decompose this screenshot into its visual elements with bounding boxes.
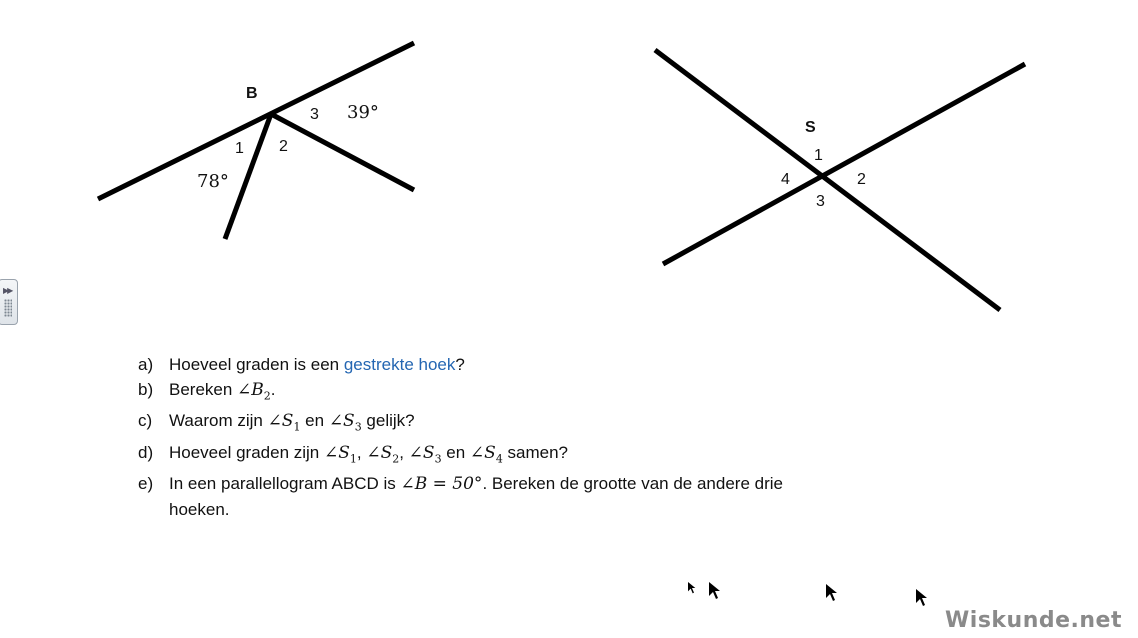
cursor-icon — [688, 582, 696, 594]
question-text: Waarom zijn $\angle S_1$ en $\angle S_3$ gelijk? — [169, 411, 415, 434]
angle-b3-label: 3 — [310, 106, 319, 123]
figure-b — [98, 43, 414, 239]
question-list — [138, 352, 858, 522]
question-text: In een parallellogram ABCD is ∠B = 50°. Bereken de grootte van de andere drie hoeken. — [169, 474, 783, 520]
figure-b-ray-right — [271, 114, 414, 190]
figure-s-line-1 — [655, 50, 1000, 310]
question-letter: c) — [138, 411, 153, 431]
question-a — [138, 352, 858, 377]
question-letter: d) — [138, 442, 154, 462]
cursor-icon — [826, 584, 838, 602]
question-letter: a) — [138, 355, 154, 374]
question-text: Bereken $\angle B_2$. — [169, 380, 276, 403]
question-b — [138, 377, 858, 408]
angle-s3-label: 3 — [816, 193, 825, 210]
expand-arrows-icon: ▶▶ — [3, 286, 12, 295]
angle-78-value: 78° — [197, 171, 229, 192]
question-e — [138, 471, 858, 522]
side-panel-handle[interactable] — [0, 279, 18, 325]
angle-b2-label: 2 — [279, 138, 288, 155]
question-text: Hoeveel graden is een gestrekte hoek? — [169, 355, 465, 374]
question-d — [138, 440, 858, 471]
cursor-icon — [709, 582, 721, 600]
vertex-s-label: S — [805, 119, 816, 136]
question-letter: b) — [138, 380, 154, 399]
vertex-b-label: B — [246, 85, 258, 102]
question-c — [138, 408, 858, 439]
angle-s2-label: 2 — [857, 171, 866, 188]
question-letter: e) — [138, 474, 154, 494]
cursor-icon — [916, 589, 928, 607]
grip-icon — [4, 299, 12, 317]
angle-s1-label: 1 — [814, 147, 823, 164]
angle-b1-label: 1 — [235, 140, 244, 157]
angle-39-value: 39° — [347, 102, 379, 123]
watermark-logo: Wiskunde.net — [945, 608, 1122, 633]
figure-s — [655, 50, 1025, 310]
angle-s4-label: 4 — [781, 171, 790, 188]
question-text: Hoeveel graden zijn $\angle S_1$, $\angle S_2$, $\angle S_3$ en $\angle S_4$ samen? — [169, 442, 569, 466]
gestrekte-hoek-link[interactable]: gestrekte hoek — [343, 355, 456, 374]
